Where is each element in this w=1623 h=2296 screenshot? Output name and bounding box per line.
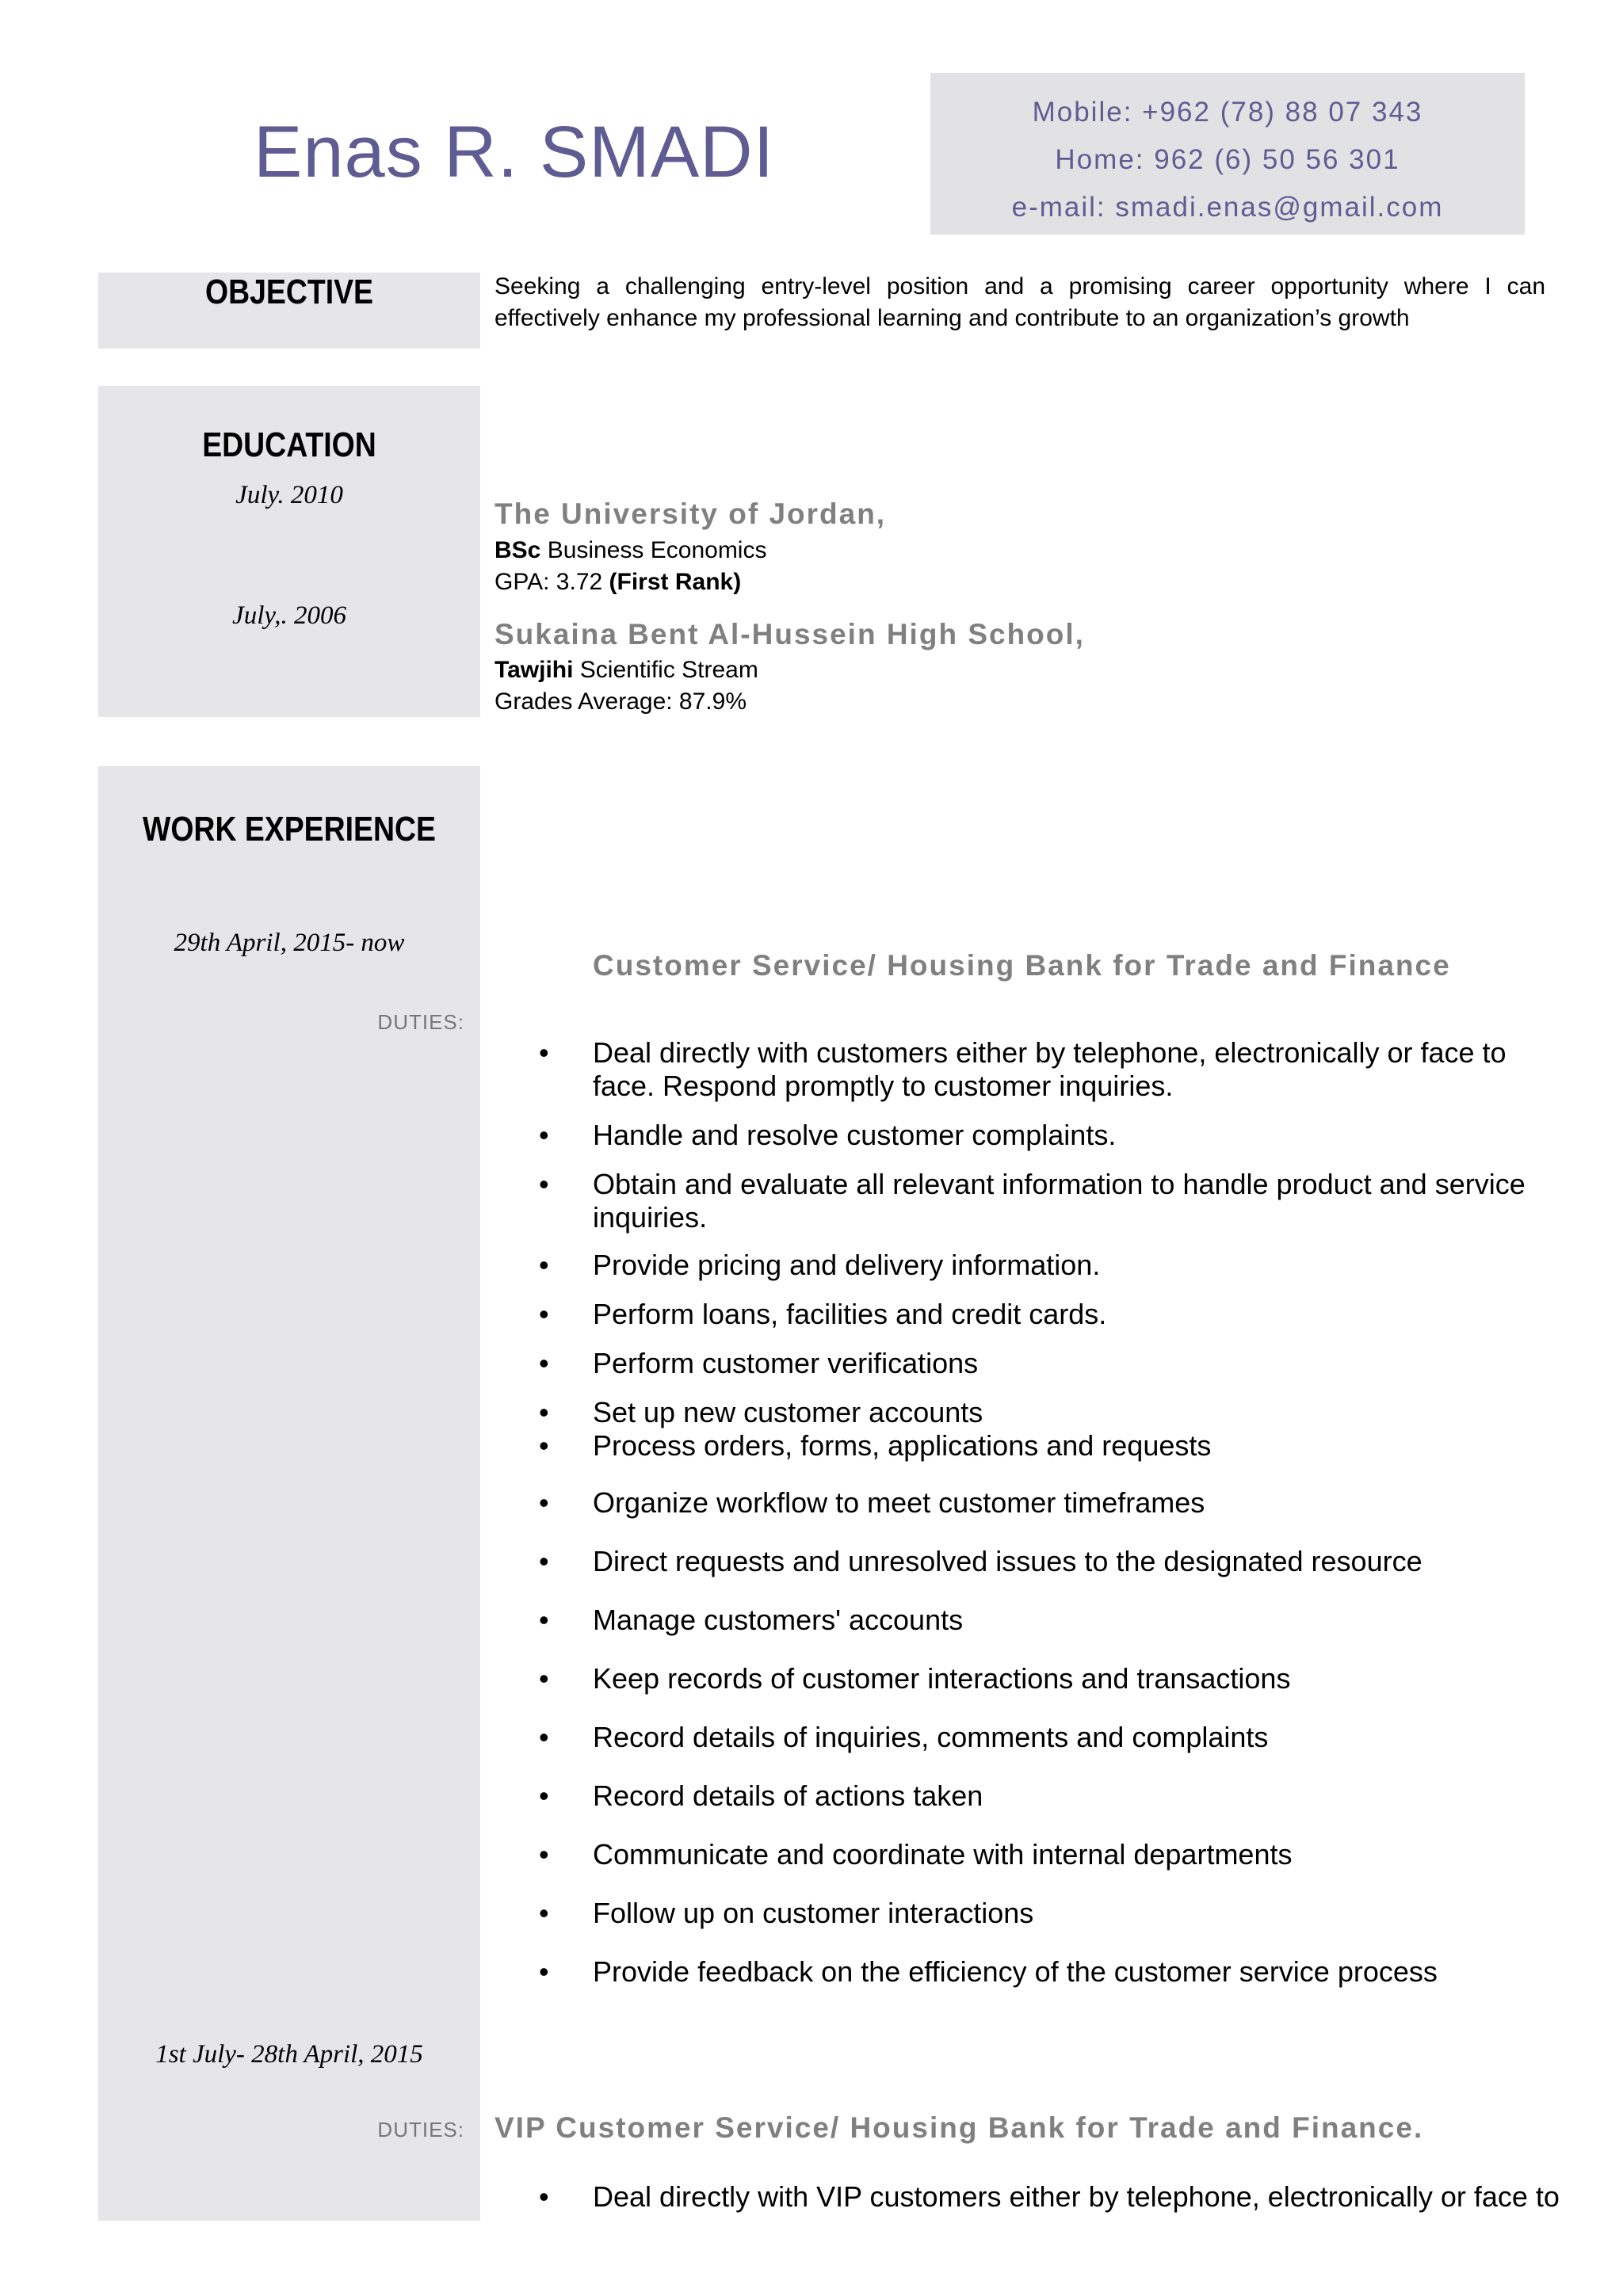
job-1-date: 29th April, 2015- now [174,929,405,957]
job-2-title: VIP Customer Service/ Housing Bank for Trade and Finance. [495,2111,1424,2144]
job-1-title: Customer Service/ Housing Bank for Trade and Finance [593,949,1451,982]
objective-title: OBJECTIVE [205,273,373,311]
education-institution-1: The University of Jordan, [495,498,887,530]
education-degree-1: BSc Business Economics [495,537,767,563]
education-sidebar [98,386,480,717]
education-degree-2: Tawjihi Scientific Stream [495,657,758,683]
education-grade-2: Grades Average: 87.9% [495,688,747,715]
objective-text: Seeking a challenging entry-level position and a promising career opportunity where I can effectively enhance my professional learning and contribute to an organization’s growth [495,273,1545,331]
objective-sidebar [98,273,480,349]
job-1-duties-label: DUTIES: [377,1010,464,1034]
contact-email: e-mail: smadi.enas@gmail.com [1011,192,1444,223]
education-date-2: July,. 2006 [232,601,346,630]
contact-home: Home: 962 (6) 50 56 301 [1055,144,1400,175]
candidate-name: Enas R. SMADI [254,112,775,193]
job-2-date: 1st July- 28th April, 2015 [155,2040,423,2069]
job-2-duties-label: DUTIES: [377,2118,464,2142]
contact-box [930,73,1525,235]
work-sidebar [98,766,480,2221]
education-grade-1: GPA: 3.72 (First Rank) [495,569,742,595]
education-date-1: July. 2010 [235,481,343,509]
work-title: WORK EXPERIENCE [143,810,436,849]
education-institution-2: Sukaina Bent Al-Hussein High School, [495,618,1085,650]
contact-mobile: Mobile: +962 (78) 88 07 343 [1032,97,1423,128]
education-title: EDUCATION [202,425,376,464]
